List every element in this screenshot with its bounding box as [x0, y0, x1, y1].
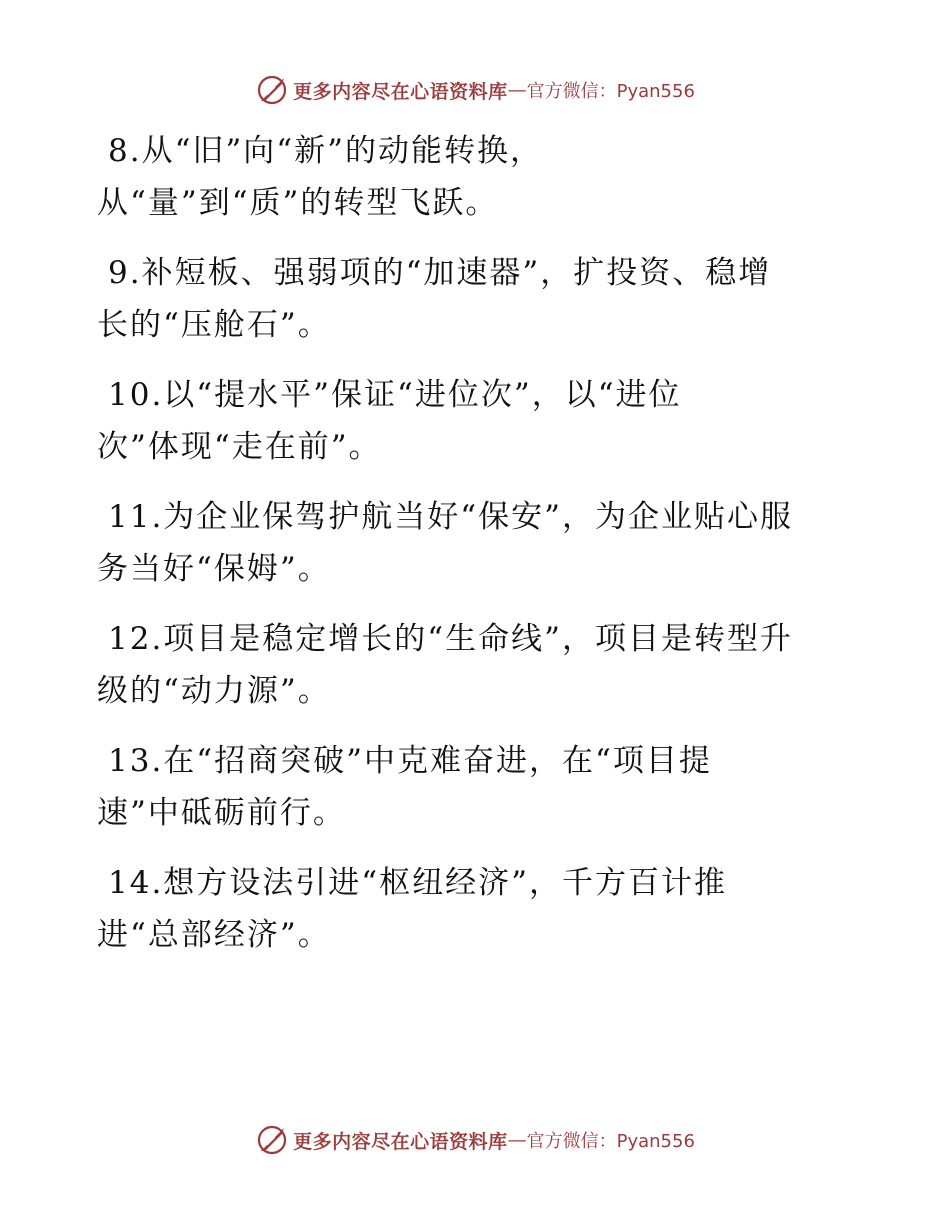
list-item-line-2: 速”中砥砺前行。 [97, 795, 346, 831]
list-item-line-2: 进“总部经济”。 [97, 917, 331, 953]
quill-pen-logo-icon [255, 73, 289, 107]
list-item [97, 613, 857, 717]
list-item [97, 125, 857, 229]
watermark-brand-text: 更多内容尽在心语资料库 [293, 1130, 508, 1153]
header-watermark-banner [0, 70, 950, 110]
watermark-brand-text: 更多内容尽在心语资料库 [293, 80, 508, 103]
list-item-line-2: 级的“动力源”。 [97, 673, 331, 709]
watermark-wechat-text: 官方微信：Pyan556 [526, 1131, 695, 1152]
list-item-line-1: 10.以“提水平”保证“进位次”，以“进位 [108, 377, 682, 413]
list-item-line-1: 14.想方设法引进“枢纽经济”，千方百计推 [108, 865, 727, 901]
list-item-line-1: 11.为企业保驾护航当好“保安”，为企业贴心服 [108, 499, 793, 535]
list-item [97, 491, 857, 595]
list-item-line-1: 13.在“招商突破”中克难奋进，在“项目提 [108, 743, 712, 779]
list-item-line-1: 12.项目是稳定增长的“生命线”，项目是转型升 [108, 621, 793, 657]
footer-watermark-banner [0, 1120, 950, 1160]
list-item-line-2: 务当好“保姆”。 [97, 551, 331, 587]
list-item-line-2: 长的“压舱石”。 [97, 307, 331, 343]
list-item [97, 369, 857, 473]
list-item-line-1: 8.从“旧”向“新”的动能转换， [108, 133, 543, 169]
list-item [97, 735, 857, 839]
watermark-separator: — [507, 79, 527, 101]
quill-pen-logo-icon [255, 1123, 289, 1157]
list-item-line-2: 次”体现“走在前”。 [97, 429, 382, 465]
list-item [97, 247, 857, 351]
document-body [97, 125, 857, 979]
list-item-line-2: 从“量”到“质”的转型飞跃。 [97, 185, 499, 221]
list-item [97, 857, 857, 961]
watermark-separator: — [507, 1129, 527, 1151]
list-item-line-1: 9.补短板、强弱项的“加速器”，扩投资、稳增 [108, 255, 772, 291]
watermark-wechat-text: 官方微信：Pyan556 [526, 81, 695, 102]
